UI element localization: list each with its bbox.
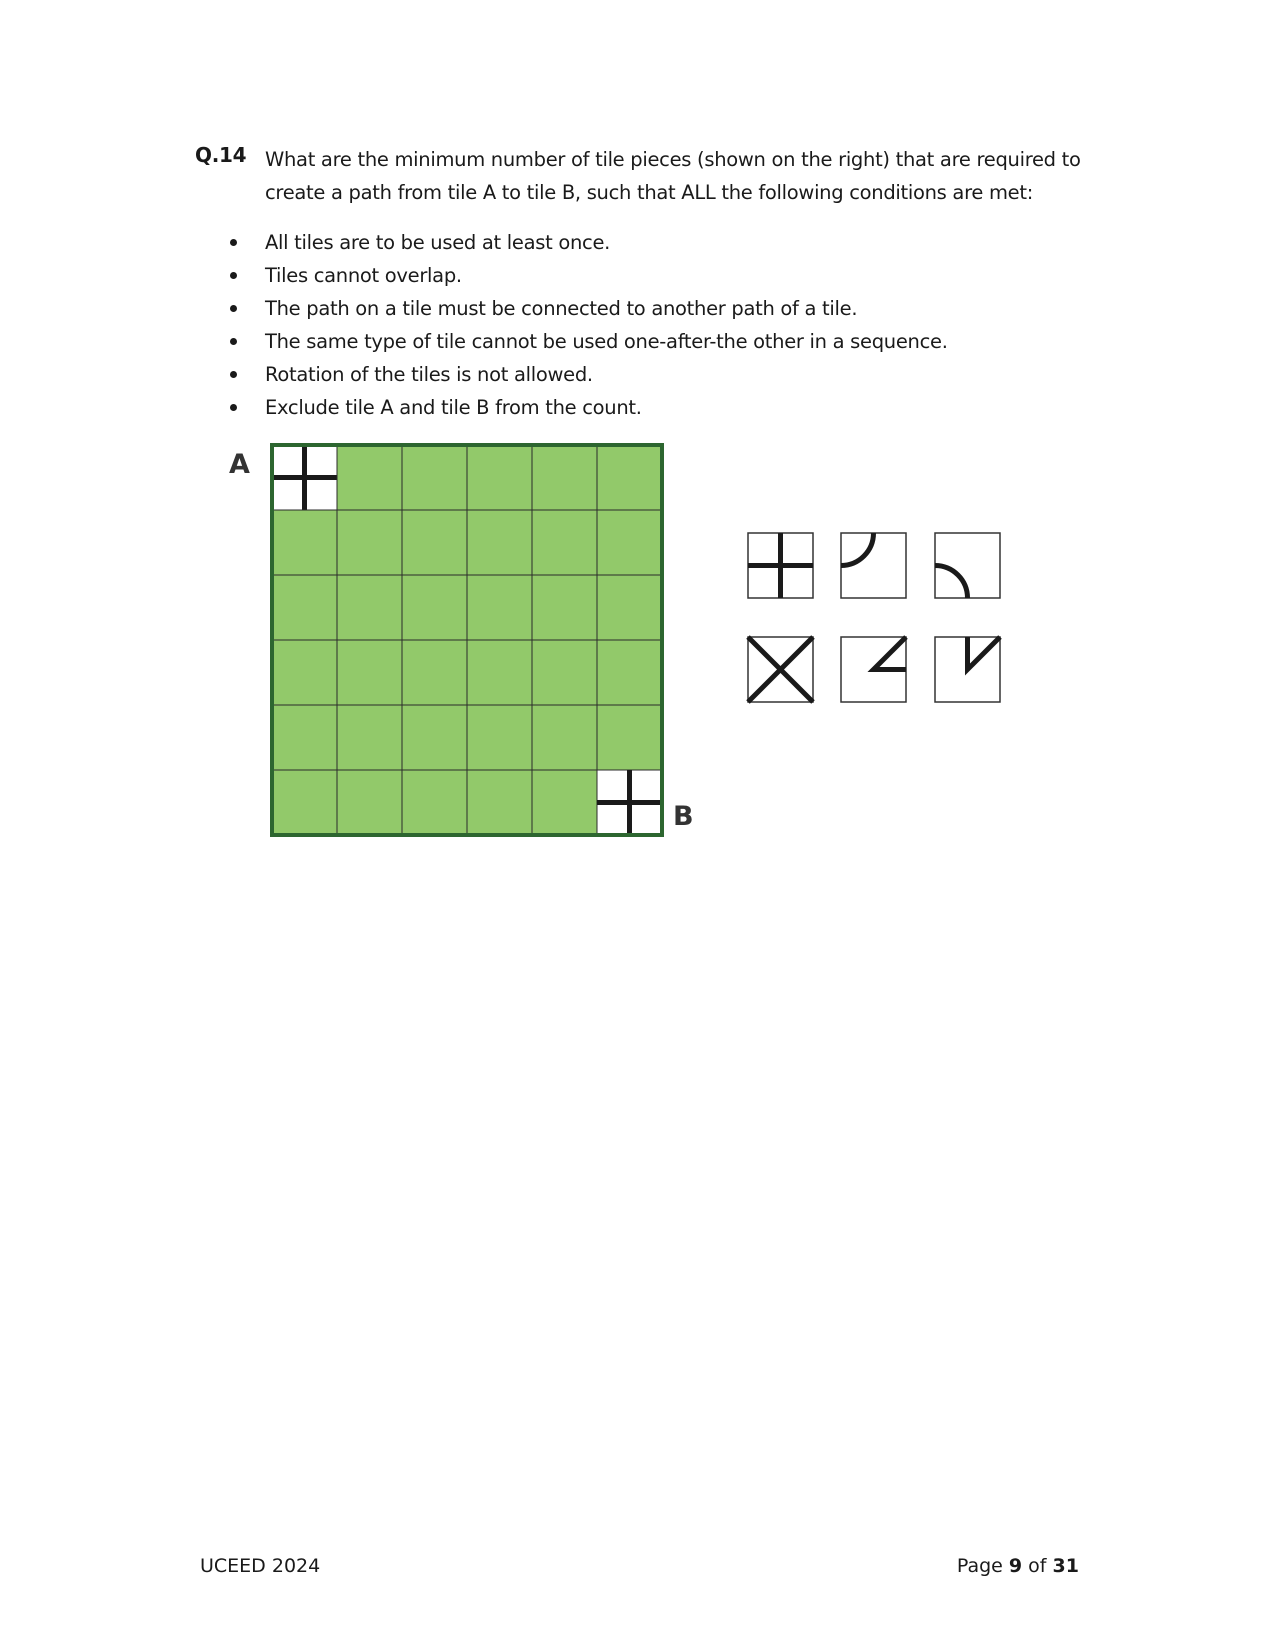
tile-pieces xyxy=(748,533,1000,702)
condition-item: All tiles are to be used at least once. xyxy=(228,226,948,259)
board-cell xyxy=(337,770,402,835)
footer-exam: UCEED 2024 xyxy=(200,1555,321,1577)
board-cell xyxy=(597,445,662,510)
board-cell xyxy=(532,445,597,510)
tile-a-label: A xyxy=(229,449,250,480)
board-cell xyxy=(467,770,532,835)
board-cell xyxy=(337,640,402,705)
curve-top-left-tile-icon xyxy=(841,533,906,598)
condition-item: Tiles cannot overlap. xyxy=(228,259,948,292)
board-cell xyxy=(337,575,402,640)
board-cell xyxy=(272,575,337,640)
board-cell xyxy=(337,510,402,575)
board-cell xyxy=(467,705,532,770)
board-cell xyxy=(467,445,532,510)
condition-item: Rotation of the tiles is not allowed. xyxy=(228,358,948,391)
page-total: 31 xyxy=(1052,1555,1079,1577)
question-number: Q.14 xyxy=(195,143,247,167)
board-cell xyxy=(337,705,402,770)
condition-item: The same type of tile cannot be used one-after-the other in a sequence. xyxy=(228,325,948,358)
board-cell xyxy=(532,705,597,770)
footer-page: Page 9 of 31 xyxy=(956,1555,1079,1577)
cross-tile-icon xyxy=(748,533,813,598)
board-cell xyxy=(272,640,337,705)
tile-board xyxy=(272,445,662,835)
board-cell xyxy=(272,705,337,770)
board-cell xyxy=(337,445,402,510)
board-cell xyxy=(402,640,467,705)
board-cell xyxy=(597,640,662,705)
board-cell xyxy=(532,510,597,575)
board-cell xyxy=(402,770,467,835)
curve-bottom-left-tile-icon xyxy=(935,533,1000,598)
board-cell xyxy=(402,705,467,770)
question-text: What are the minimum number of tile pieces (shown on the right) that are required to create a path from tile A to tile B, such that ALL the following conditions are met: xyxy=(265,148,1081,204)
board-cell xyxy=(532,575,597,640)
tile-b-label: B xyxy=(673,801,694,832)
board-cell xyxy=(402,510,467,575)
board-cell xyxy=(467,575,532,640)
board-cell xyxy=(467,510,532,575)
board-cell xyxy=(597,510,662,575)
angle-left-tile-icon xyxy=(841,637,906,702)
board-cell xyxy=(532,640,597,705)
board-cell xyxy=(467,640,532,705)
check-v-tile-icon xyxy=(935,637,1000,702)
page-current: 9 xyxy=(1008,1555,1023,1577)
board-cell xyxy=(402,445,467,510)
condition-item: Exclude tile A and tile B from the count. xyxy=(228,391,948,424)
board-cell xyxy=(597,705,662,770)
board-cell xyxy=(272,510,337,575)
board-cell xyxy=(532,770,597,835)
condition-item: The path on a tile must be connected to another path of a tile. xyxy=(228,292,948,325)
diagonal-x-tile-icon xyxy=(748,637,813,702)
board-cell xyxy=(402,575,467,640)
board-cell xyxy=(272,770,337,835)
board-cell xyxy=(597,575,662,640)
